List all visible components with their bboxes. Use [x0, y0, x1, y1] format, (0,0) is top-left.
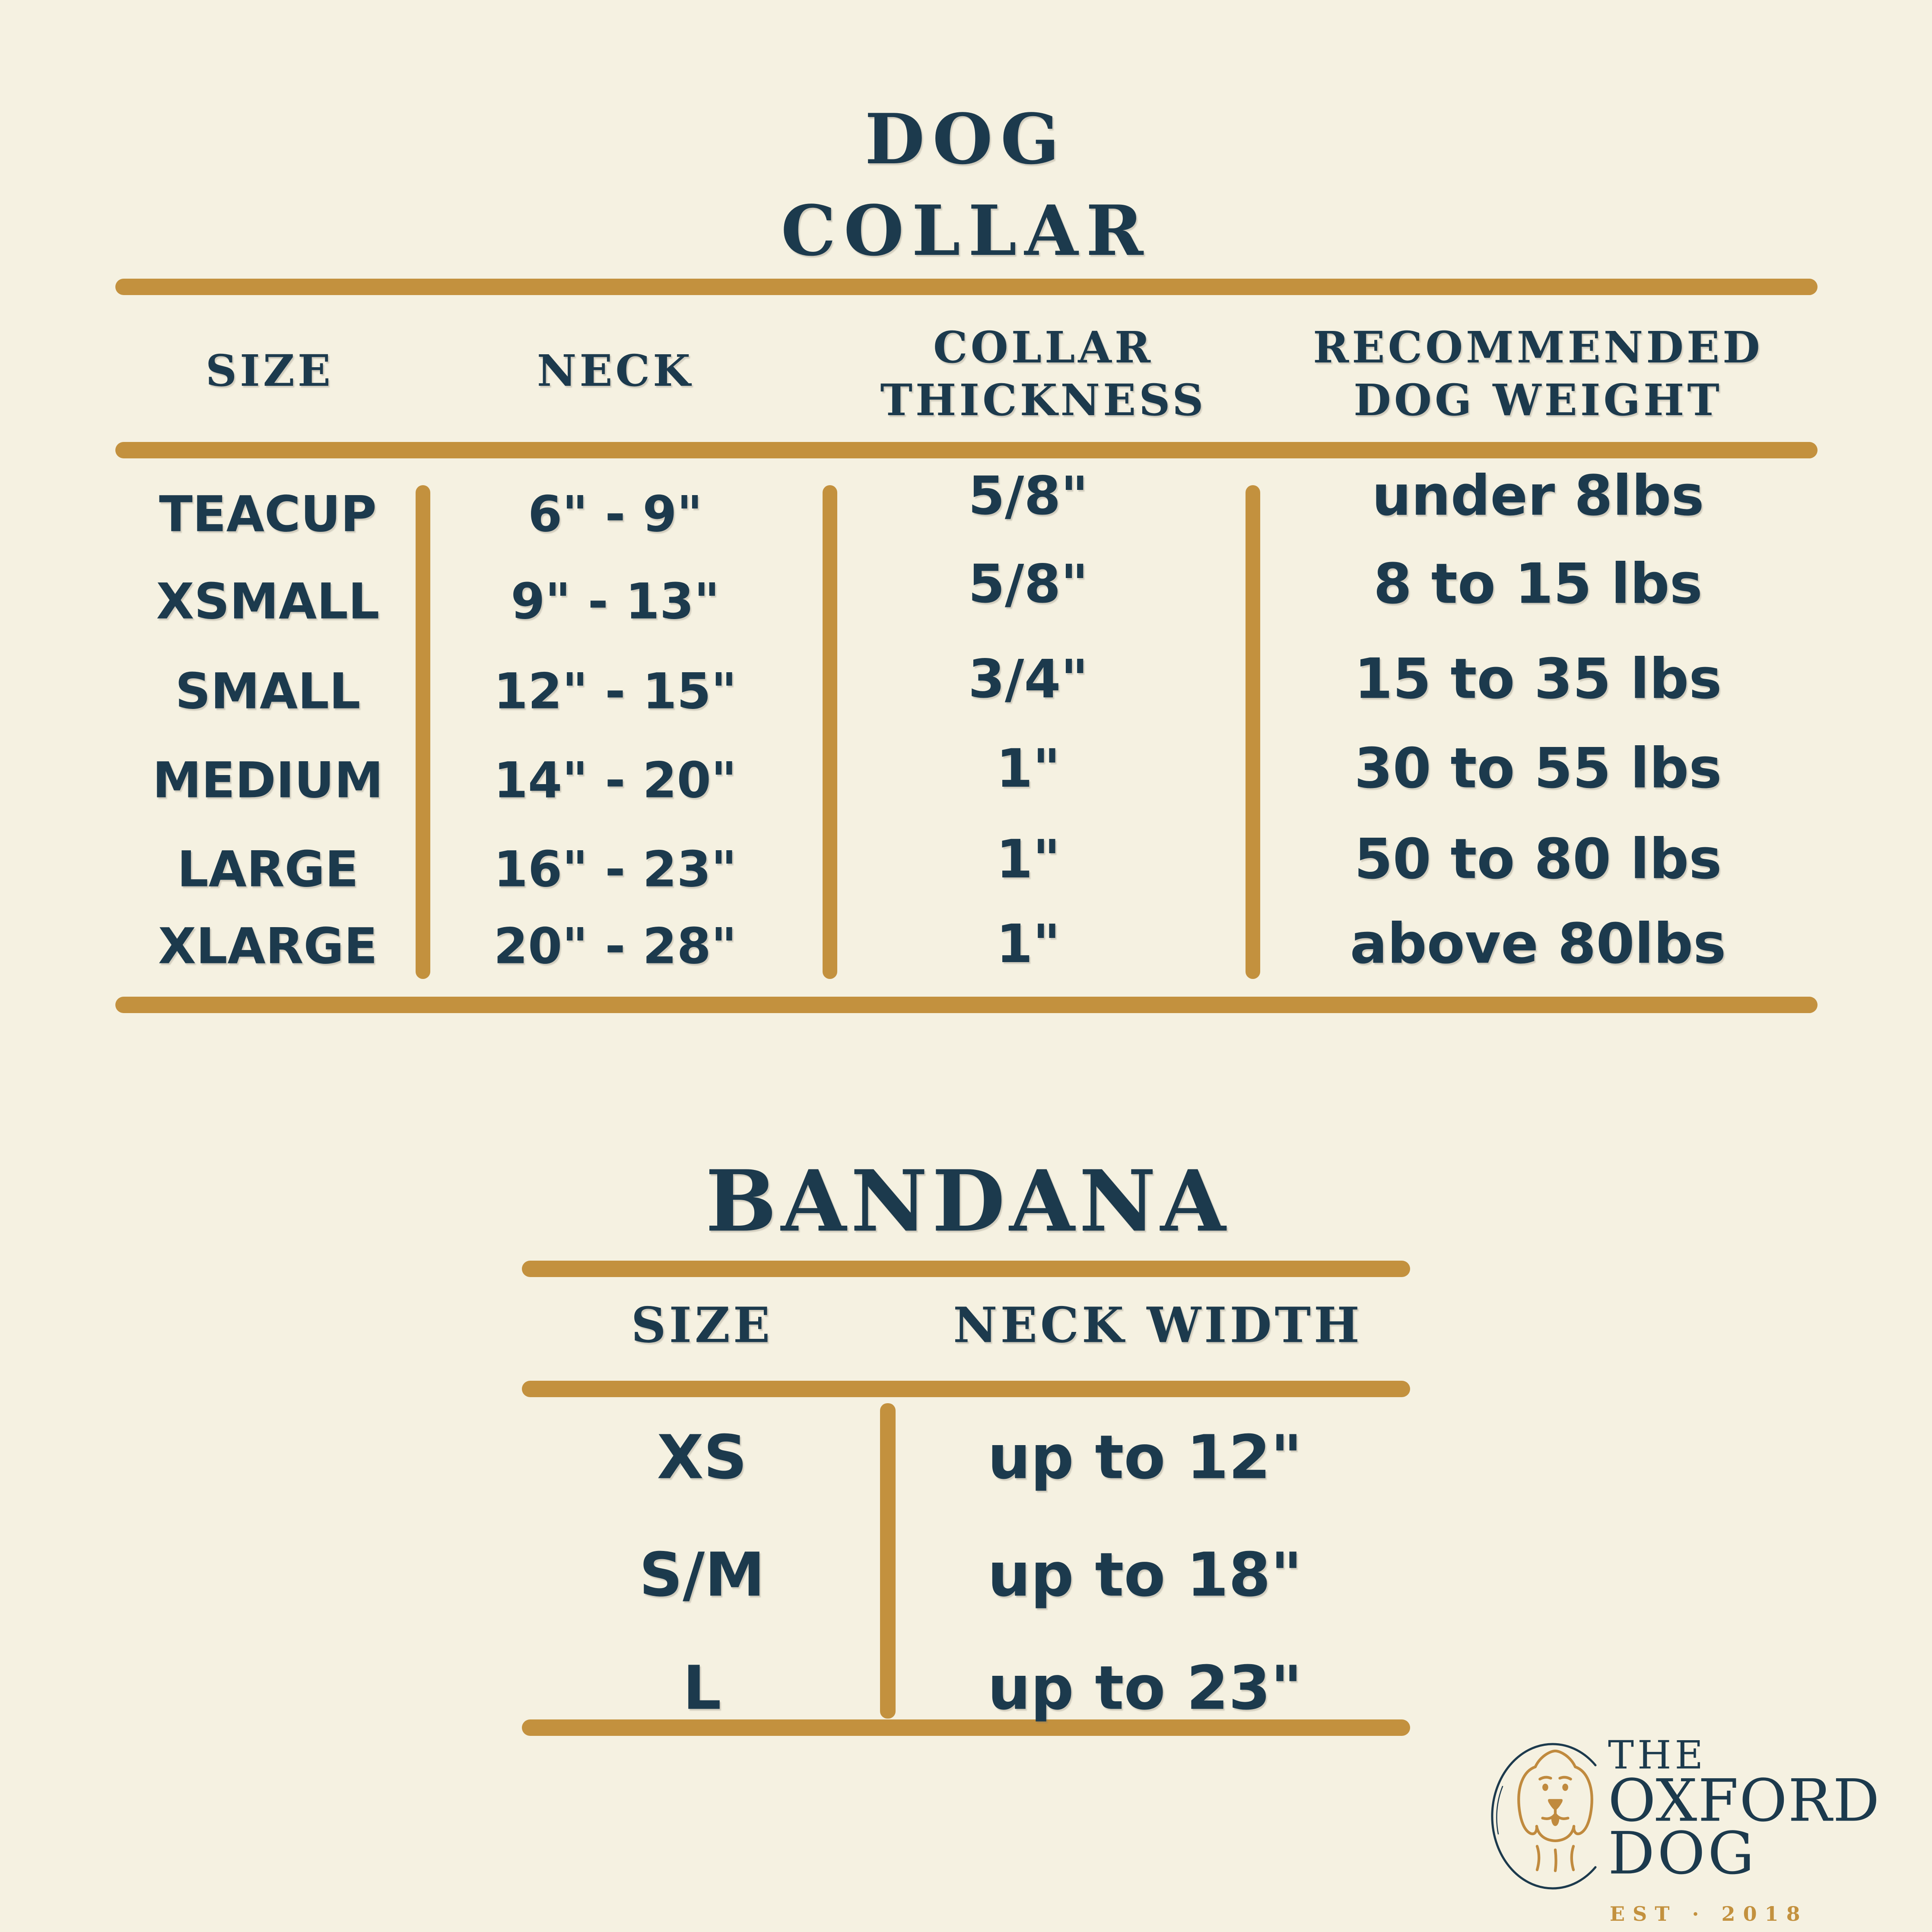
- collar-header-neck: NECK: [537, 345, 694, 396]
- collar-row-thickness: 1": [996, 913, 1061, 975]
- collar-row-size: LARGE: [177, 840, 359, 898]
- collar-rule-under-headers: [115, 442, 1818, 458]
- collar-row-neck: 14" - 20": [493, 751, 737, 809]
- collar-row-weight: above 80lbs: [1350, 912, 1726, 976]
- collar-row-neck: 20" - 28": [493, 917, 737, 975]
- collar-row-neck: 12" - 15": [493, 662, 737, 720]
- collar-divider-1: [416, 485, 430, 979]
- logo-word-oxford: OXFORD: [1608, 1767, 1881, 1835]
- bandana-header-size: SIZE: [631, 1297, 773, 1354]
- collar-row-thickness: 1": [996, 829, 1061, 890]
- collar-row-thickness: 3/4": [968, 648, 1088, 710]
- logo-ring-inner-accent: [1497, 1786, 1503, 1834]
- bandana-title: BANDANA: [705, 1151, 1230, 1251]
- collar-row-size: XSMALL: [156, 572, 380, 630]
- collar-row-neck: 16" - 23": [493, 840, 737, 898]
- collar-row-neck: 9" - 13": [511, 572, 720, 630]
- bandana-row-width: up to 23": [987, 1653, 1303, 1724]
- collar-title-line2: COLLAR: [781, 190, 1151, 271]
- collar-row-weight: 50 to 80 lbs: [1354, 827, 1722, 892]
- collar-header-weight-line2: DOG WEIGHT: [1354, 375, 1722, 426]
- bandana-row-width: up to 12": [987, 1422, 1303, 1493]
- collar-row-size: TEACUP: [159, 485, 377, 543]
- collar-row-thickness: 5/8": [968, 465, 1088, 527]
- collar-row-neck: 6" - 9": [527, 485, 703, 543]
- collar-divider-3: [1246, 485, 1260, 979]
- bandana-row-size: S/M: [639, 1540, 765, 1611]
- collar-divider-2: [823, 485, 837, 979]
- bandana-row-width: up to 18": [987, 1540, 1303, 1611]
- collar-rule-bottom: [115, 997, 1818, 1013]
- collar-row-size: XLARGE: [158, 917, 378, 975]
- collar-header-thickness-line2: THICKNESS: [880, 375, 1207, 426]
- bandana-rule-under-headers: [522, 1381, 1410, 1397]
- collar-row-weight: 15 to 35 lbs: [1354, 647, 1722, 712]
- collar-row-thickness: 5/8": [968, 553, 1088, 615]
- logo-word-dog: DOG: [1608, 1819, 1757, 1888]
- bandana-divider: [880, 1403, 896, 1719]
- collar-rule-top: [115, 279, 1818, 295]
- collar-row-weight: 8 to 15 lbs: [1373, 552, 1703, 616]
- collar-row-thickness: 1": [996, 738, 1061, 799]
- bandana-header-neck-width: NECK WIDTH: [953, 1297, 1363, 1354]
- collar-header-thickness-line1: COLLAR: [933, 322, 1154, 373]
- logo-established-date: EST · 2018: [1610, 1902, 1808, 1926]
- collar-header-weight-line1: RECOMMENDED: [1313, 322, 1763, 373]
- logo-ring: [1492, 1744, 1595, 1888]
- collar-header-size: SIZE: [205, 345, 334, 396]
- bandana-rule-top: [522, 1261, 1410, 1277]
- collar-row-size: SMALL: [175, 662, 361, 720]
- collar-title-line1: DOG: [864, 99, 1068, 180]
- collar-row-weight: 30 to 55 lbs: [1354, 736, 1722, 801]
- golden-retriever-icon: [1519, 1751, 1592, 1871]
- collar-row-weight: under 8lbs: [1372, 464, 1704, 528]
- collar-row-size: MEDIUM: [152, 751, 384, 809]
- bandana-row-size: XS: [657, 1422, 747, 1493]
- bandana-row-size: L: [683, 1653, 721, 1724]
- logo-word-the: THE: [1608, 1732, 1707, 1778]
